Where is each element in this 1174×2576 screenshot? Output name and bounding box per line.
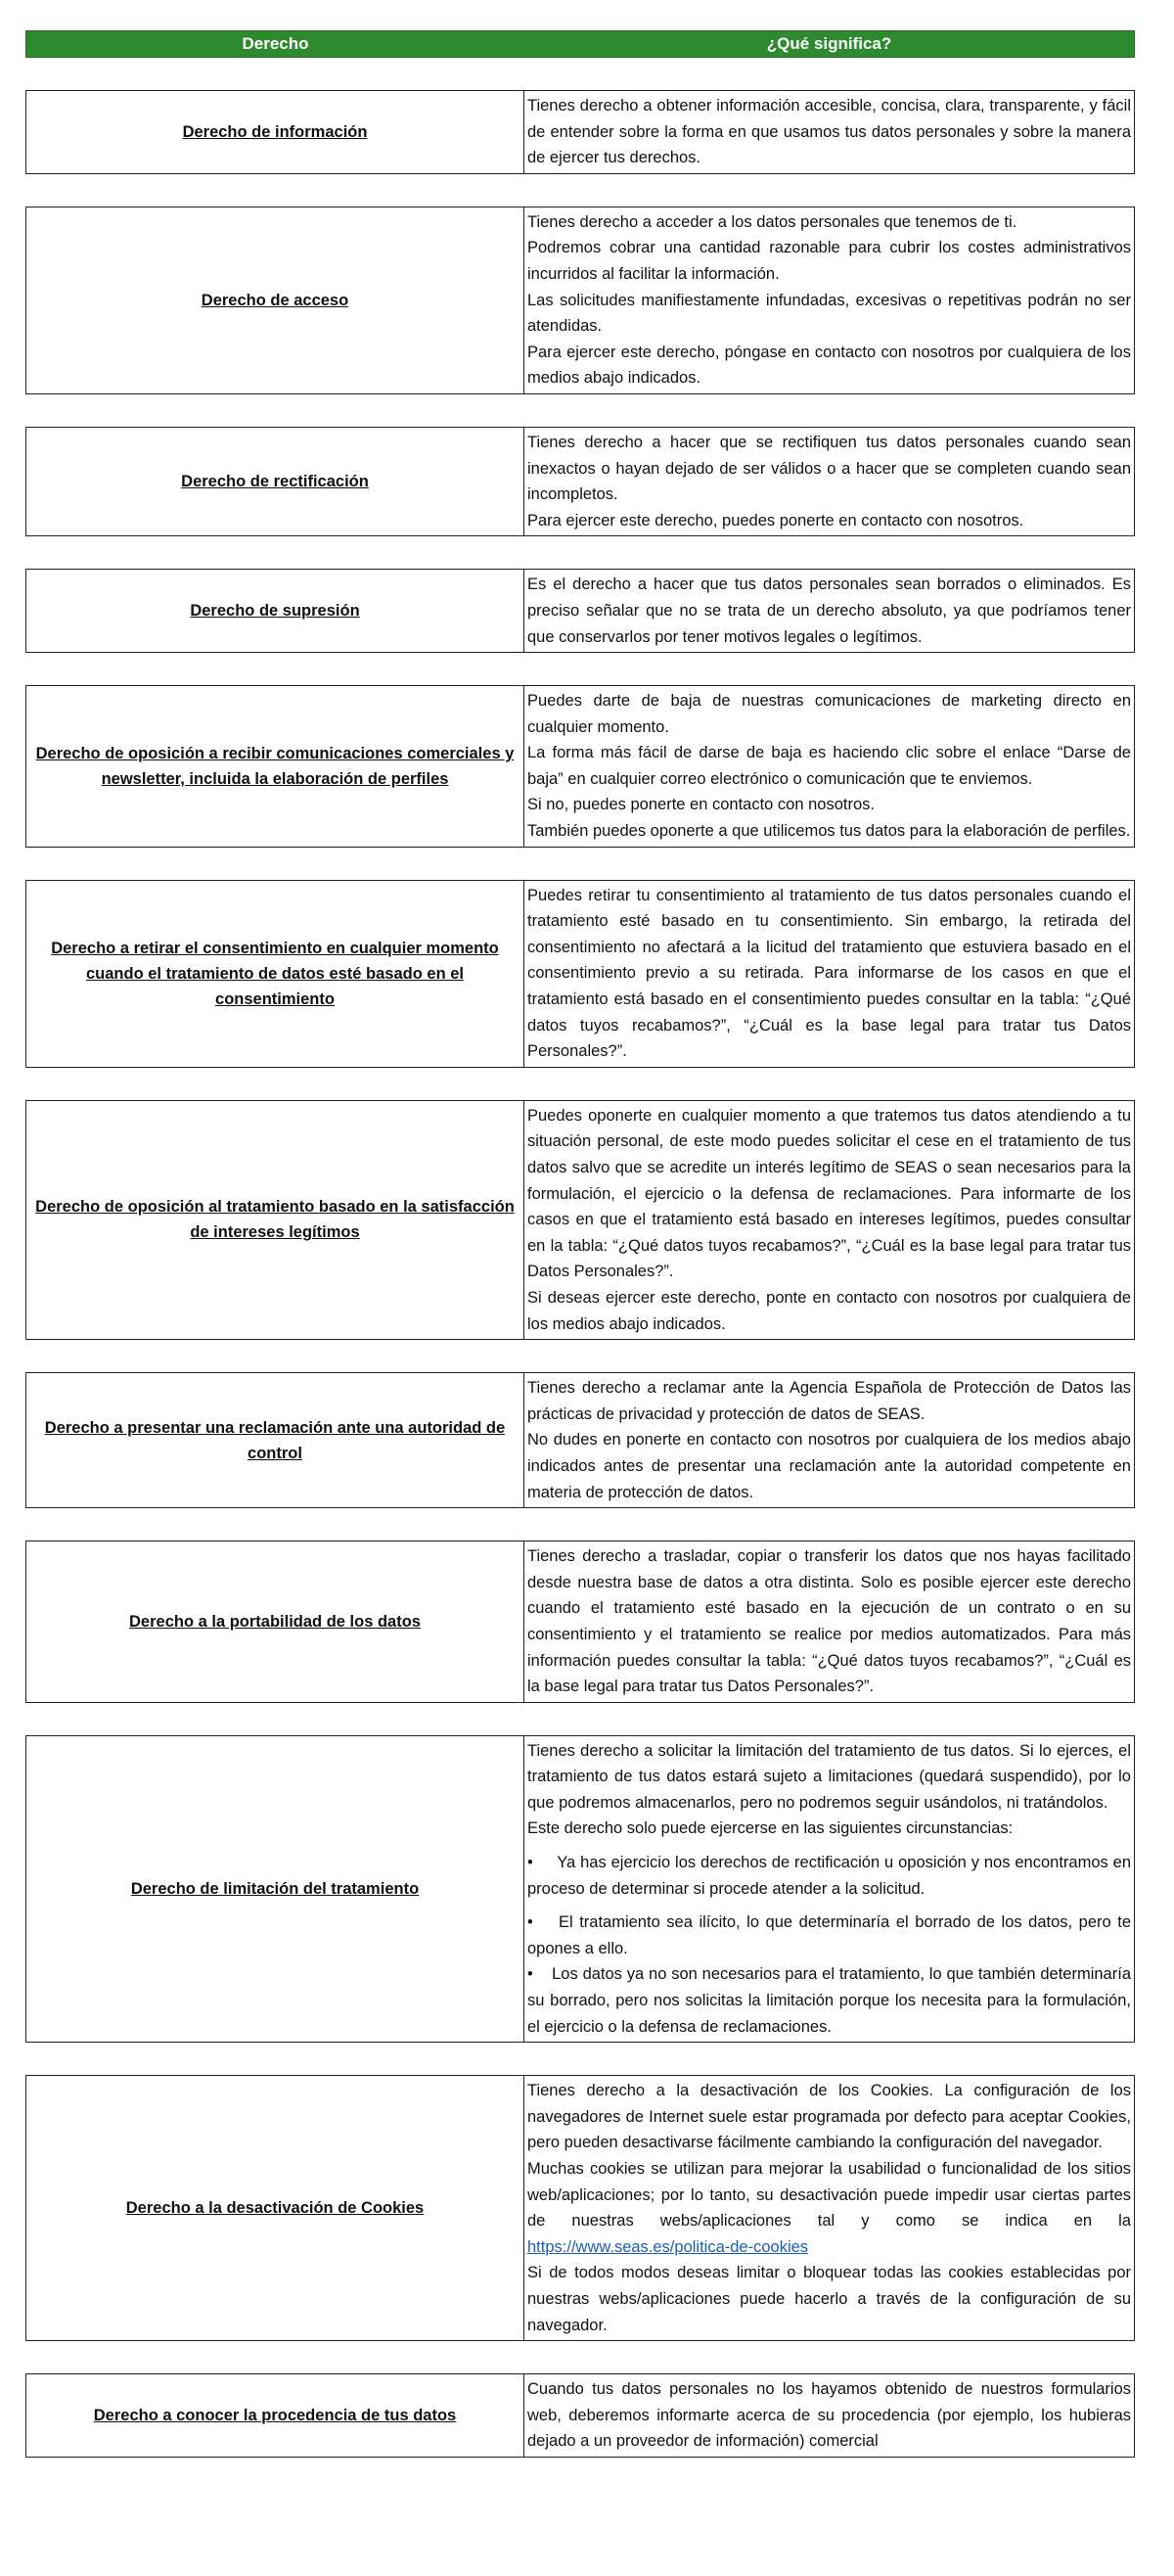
right-title: Derecho de rectificación [181,473,369,491]
right-description [524,1101,1134,1339]
right-title: Derecho de información [182,122,368,141]
description-text: Tienes derecho a trasladar, copiar o transferir los datos que nos hayas facilitado desde nuestra base de datos a otra distinta. Solo es posible ejercer este derecho cuando el tratamiento esté basado en la ejecución de un contrato o en su consentimiento y el tratamiento se realice por medios automatizados. Para más información puedes consultar la tabla: “¿Qué datos tuyos recabamos?”, “¿Cuál es la base legal para tratar tus Datos Personales?”. [527,1547,1131,1696]
bullet-item: • El tratamiento sea ilícito, lo que determinaría el borrado de los datos, pero te opones a ello. [527,1913,1131,1957]
row-retirar-consentimiento [25,880,1135,1068]
description-text: Es el derecho a hacer que tus datos personales sean borrados o eliminados. Es preciso señalar que no se trata de un derecho absoluto, ya que podríamos tener que conservarlos por tener motivos legales o legítimos. [527,575,1131,646]
right-description [524,1736,1134,2043]
description-text: Puedes darte de baja de nuestras comunicaciones de marketing directo en cualquier momento. [527,692,1131,736]
right-description [524,1373,1134,1507]
right-description [524,686,1134,847]
right-title: Derecho de supresión [190,602,360,621]
right-description [524,91,1134,173]
description-text: Para ejercer este derecho, póngase en contacto con nosotros por cualquiera de los medios abajo indicados. [527,343,1131,388]
right-title: Derecho de oposición a recibir comunicaciones comerciales y newsletter, incluida la elaboración de perfiles [35,744,515,788]
row-oposicion-comunicaciones [25,685,1135,848]
header-que-significa: ¿Qué significa? [766,34,892,53]
right-title: Derecho a la desactivación de Cookies [125,2199,425,2218]
bullet-icon: • [527,1854,558,1872]
description-text: Las solicitudes manifiestamente infundadas, excesivas o repetitivas podrán no ser atendidas. [527,291,1131,336]
description-text: No dudes en ponerte en contacto con nosotros por cualquiera de los medios abajo indicados antes de presentar una reclamación ante la autoridad competente en materia de protección de datos. [527,1431,1131,1501]
right-description [524,881,1134,1067]
bullet-item: • Los datos ya no son necesarios para el tratamiento, lo que también determinaría su borrado, pero nos solicitas la limitación porque los necesita para la formulación, el ejercicio o la defensa de reclamaciones. [527,1965,1131,2036]
description-text: Si deseas ejercer este derecho, ponte en contacto con nosotros por cualquiera de los medios abajo indicados. [527,1288,1131,1333]
description-text: Cuando tus datos personales no los hayamos obtenido de nuestros formularios web, deberemos informarte acerca de su procedencia (por ejemplo, los hubieras dejado a un proveedor de información) comercial [527,2380,1131,2451]
description-text: Si de todos modos deseas limitar o bloquear todas las cookies establecidas por nuestras webs/aplicaciones puede hacerlo a través de la configuración de su navegador. [527,2264,1131,2334]
row-cookies [25,2075,1135,2341]
description-text: También puedes oponerte a que utilicemos tus datos para la elaboración de perfiles. [527,822,1131,841]
row-procedencia [25,2373,1135,2458]
description-text: Podremos cobrar una cantidad razonable para cubrir los costes administrativos incurridos al facilitar la información. [527,239,1131,283]
table-header [25,30,1135,58]
right-description [524,428,1134,535]
description-text: Si no, puedes ponerte en contacto con nosotros. [527,796,875,814]
right-title: Derecho a la portabilidad de los datos [129,1612,421,1631]
right-description [524,1541,1134,1702]
right-title: Derecho a conocer la procedencia de tus datos [93,2407,457,2425]
bullet-icon: • [527,1913,559,1932]
bullet-item: • Ya has ejercicio los derechos de rectificación u oposición y nos encontramos en proceso de determinar si procede atender a la solicitud. [527,1854,1132,1898]
description-text: Tienes derecho a solicitar la limitación del tratamiento de tus datos. Si lo ejerces, el tratamiento de tus datos estará sujeto a limitaciones (quedará suspendido), por lo que podremos almacenarlos, pero no podremos seguir usándolos, ni tratándolos. [527,1741,1131,1812]
row-oposicion-intereses [25,1100,1135,1340]
description-text: Este derecho solo puede ejercerse en las siguientes circunstancias: [527,1819,1014,1838]
description-text: Para ejercer este derecho, puedes ponerte en contacto con nosotros. [527,511,1024,529]
right-title: Derecho a presentar una reclamación ante una autoridad de control [44,1418,506,1462]
row-limitacion [25,1735,1135,2044]
rights-table [25,30,1135,2458]
row-acceso [25,207,1135,394]
description-text: La forma más fácil de darse de baja es haciendo clic sobre el enlace “Darse de baja” en cualquier correo electrónico o comunicación que te enviemos. [527,744,1131,788]
bullet-icon: • [527,1965,553,1984]
right-title: Derecho de acceso [201,291,349,309]
description-text: Tienes derecho a obtener información accesible, concisa, clara, transparente, y fácil de entender sobre la forma en que usamos tus datos personales y sobre la manera de ejercer tus derechos. [527,97,1131,167]
row-reclamacion [25,1372,1135,1508]
description-text: Tienes derecho a hacer que se rectifiquen tus datos personales cuando sean inexactos o hayan dejado de ser válidos o a hacer que se completen cuando sean incompletos. [527,433,1131,504]
right-title: Derecho a retirar el consentimiento en cualquier momento cuando el tratamiento de datos esté basado en el consentimiento [51,939,499,1008]
right-description [524,2076,1134,2340]
description-text: Puedes oponerte en cualquier momento a que tratemos tus datos atendiendo a tu situación personal, de este modo puedes solicitar el cese en el tratamiento de tus datos salvo que se acredite un interés legítimo de SEAS o sean necesarios para la formulación, el ejercicio o la defensa de reclamaciones. Para informarte de los casos en que el tratamiento está basado en intereses legítimos, puedes consultar en la tabla: “¿Qué datos tuyos recabamos?”, “¿Cuál es la base legal para tratar tus Datos Personales?”. [527,1106,1131,1281]
right-description [524,207,1134,393]
row-portabilidad [25,1541,1135,1703]
row-informacion [25,90,1135,174]
right-title: Derecho de oposición al tratamiento basado en la satisfacción de intereses legítimos [35,1198,515,1242]
description-text: Tienes derecho a la desactivación de los Cookies. La configuración de los navegadores de Internet suele estar programada por defecto para aceptar Cookies, pero pueden desactivarse fácilmente cambiando la configuración del navegador. [527,2082,1131,2152]
header-derecho: Derecho [242,34,309,53]
row-supresion [25,569,1135,653]
right-title: Derecho de limitación del tratamiento [130,1879,420,1898]
right-description [524,570,1134,652]
cookies-policy-link[interactable]: https://www.seas.es/politica-de-cookies [527,2237,809,2256]
description-text: Tienes derecho a acceder a los datos personales que tenemos de ti. [527,212,1017,231]
description-text: Puedes retirar tu consentimiento al tratamiento de tus datos personales cuando el tratamiento esté basado en tu consentimiento. Sin embargo, la retirada del consentimiento no afectará a la licitud del tratamiento que estuviera basado en el consentimiento previo a su retirada. Para informarse de los casos en que el tratamiento está basado en el consentimiento puedes consultar en la tabla: “¿Qué datos tuyos recabamos?”, “¿Cuál es la base legal para tratar tus Datos Personales?”. [527,886,1131,1061]
right-description [524,2374,1134,2457]
row-rectificacion [25,427,1135,536]
description-text: Tienes derecho a reclamar ante la Agencia Española de Protección de Datos las prácticas de privacidad y protección de datos de SEAS. [527,1379,1131,1423]
description-text: Muchas cookies se utilizan para mejorar la usabilidad o funcionalidad de los sitios web/aplicaciones; por lo tanto, su desactivación puede impedir usar ciertas partes de nuestras webs/aplicaciones tal y como se indica en la https://www.seas.es/politica-de-cookies [527,2160,1131,2256]
